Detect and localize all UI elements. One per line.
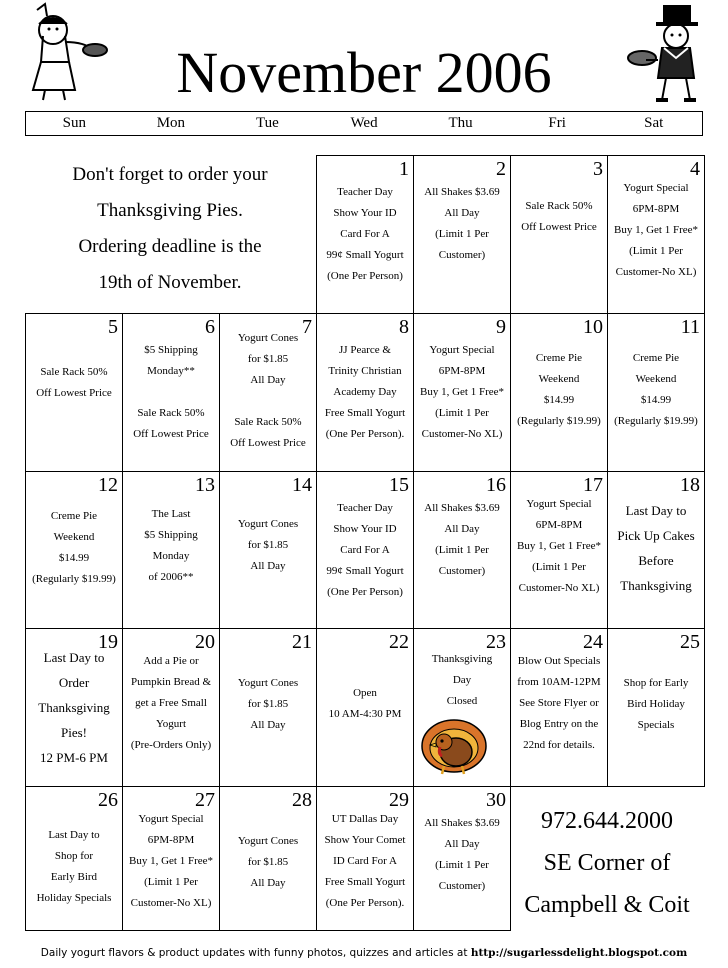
- event-line: (Limit 1 Per: [144, 876, 198, 888]
- event-line: Weekend: [538, 373, 580, 385]
- event-line: 22nd for details.: [523, 739, 595, 751]
- event-line: of 2006**: [148, 571, 194, 583]
- day-cell: [413, 155, 511, 314]
- day-number: 7: [302, 316, 312, 338]
- event-line: Buy 1, Get 1 Free*: [516, 540, 601, 552]
- event-line: Yogurt Special: [429, 344, 495, 356]
- notice-line: 19th of November.: [98, 272, 242, 293]
- notice-line: Don't forget to order your: [72, 164, 268, 185]
- day-cell: [25, 313, 123, 472]
- day-number: 20: [195, 631, 215, 653]
- event-line: Sale Rack 50%: [137, 407, 205, 419]
- day-cell: [122, 786, 220, 931]
- event-line: All Day: [444, 523, 480, 535]
- day-number: 1: [399, 158, 409, 180]
- event-line: ID Card For A: [333, 855, 397, 867]
- event-line: Buy 1, Get 1 Free*: [419, 386, 504, 398]
- event-line: The Last: [151, 508, 191, 520]
- event-line: [220, 391, 316, 412]
- day-number: 29: [389, 789, 409, 811]
- event-line: Yogurt Special: [623, 182, 689, 194]
- day-events: [123, 651, 219, 756]
- footer-text: Daily yogurt flavors & product updates with funny photos, quizzes and articles at: [40, 947, 471, 959]
- day-events: [414, 340, 510, 445]
- event-line: Holiday Specials: [36, 892, 112, 904]
- event-line: 6PM-8PM: [438, 365, 486, 377]
- event-line: See Store Flyer or: [519, 697, 599, 709]
- event-line: Order: [58, 675, 90, 690]
- day-cell: [413, 786, 511, 931]
- event-line: Add a Pie or: [143, 655, 199, 667]
- store-location-line: SE Corner of: [543, 850, 671, 876]
- event-line: Before: [638, 553, 674, 568]
- event-line: UT Dallas Day: [331, 813, 399, 825]
- event-line: Early Bird: [50, 871, 98, 883]
- event-line: (Limit 1 Per: [435, 859, 489, 871]
- pie-order-notice: [25, 157, 315, 301]
- event-line: Yogurt Cones: [237, 835, 299, 847]
- day-events: [220, 673, 316, 736]
- event-line: from 10AM-12PM: [517, 676, 601, 688]
- weekday-wed: Wed: [350, 115, 378, 131]
- day-events: [317, 809, 413, 914]
- event-line: $14.99: [543, 394, 575, 406]
- day-number: 27: [195, 789, 215, 811]
- day-cell: [219, 471, 317, 629]
- event-line: Yogurt: [155, 718, 187, 730]
- day-number: 14: [292, 474, 312, 496]
- day-number: 13: [195, 474, 215, 496]
- event-line: Customer): [438, 249, 486, 261]
- weekday-fri: Fri: [548, 115, 566, 131]
- event-line: $5 Shipping: [144, 344, 198, 356]
- day-events: [608, 178, 704, 283]
- event-line: Thanksgiving: [620, 578, 692, 593]
- weekday-sat: Sat: [644, 115, 664, 131]
- event-line: Specials: [637, 719, 675, 731]
- event-line: get a Free Small: [135, 697, 207, 709]
- day-events: [123, 809, 219, 914]
- event-line: Free Small Yogurt: [324, 407, 406, 419]
- event-line: (Limit 1 Per: [532, 561, 586, 573]
- event-line: Last Day to: [43, 650, 105, 665]
- day-events: [220, 328, 316, 454]
- day-cell: [219, 313, 317, 472]
- day-number: 15: [389, 474, 409, 496]
- day-cell: [607, 628, 705, 787]
- event-line: Weekend: [635, 373, 677, 385]
- day-number: 24: [583, 631, 603, 653]
- day-number: 18: [680, 474, 700, 496]
- day-number: 17: [583, 474, 603, 496]
- event-line: [123, 382, 219, 403]
- day-number: 25: [680, 631, 700, 653]
- event-line: Closed: [446, 695, 478, 707]
- event-line: Monday: [152, 550, 190, 562]
- footer-note: [0, 944, 728, 962]
- event-line: $14.99: [640, 394, 672, 406]
- weekday-header: [25, 111, 703, 136]
- day-number: 6: [205, 316, 215, 338]
- day-events: [317, 182, 413, 287]
- day-cell: [316, 628, 414, 787]
- event-line: Customer-No XL): [518, 582, 600, 594]
- event-line: (Limit 1 Per: [435, 228, 489, 240]
- day-cell: [607, 155, 705, 314]
- event-line: 99¢ Small Yogurt: [326, 565, 404, 577]
- day-cell: [316, 313, 414, 472]
- event-line: Buy 1, Get 1 Free*: [613, 224, 698, 236]
- event-line: Customer-No XL): [130, 897, 212, 909]
- event-line: for $1.85: [247, 856, 289, 868]
- day-number: 19: [98, 631, 118, 653]
- store-contact: [510, 800, 704, 926]
- event-line: Monday**: [147, 365, 195, 377]
- notice-line: Thanksgiving Pies.: [97, 200, 243, 221]
- event-line: All Day: [444, 838, 480, 850]
- day-cell: [510, 313, 608, 472]
- event-line: Yogurt Cones: [237, 518, 299, 530]
- day-cell: [25, 471, 123, 629]
- day-number: 12: [98, 474, 118, 496]
- event-line: Off Lowest Price: [133, 428, 209, 440]
- event-line: Sale Rack 50%: [40, 366, 108, 378]
- page-title: November 2006: [176, 40, 552, 105]
- day-events: [511, 196, 607, 238]
- event-line: 12 PM-6 PM: [40, 750, 108, 765]
- day-cell: [316, 786, 414, 931]
- day-events: [608, 673, 704, 736]
- day-cell: [219, 786, 317, 931]
- event-line: Customer-No XL): [421, 428, 503, 440]
- event-line: Last Day to: [625, 503, 687, 518]
- weekday-sun: Sun: [62, 115, 86, 131]
- day-events: [123, 504, 219, 588]
- day-number: 16: [486, 474, 506, 496]
- event-line: Shop for Early: [623, 677, 689, 689]
- event-line: Weekend: [53, 531, 95, 543]
- day-number: 11: [680, 316, 700, 338]
- day-cell: [510, 628, 608, 787]
- day-number: 5: [108, 316, 118, 338]
- day-number: 9: [496, 316, 506, 338]
- day-cell: [122, 471, 220, 629]
- event-line: Yogurt Cones: [237, 332, 299, 344]
- day-number: 3: [593, 158, 603, 180]
- event-line: Card For A: [340, 228, 390, 240]
- event-line: Sale Rack 50%: [234, 416, 302, 428]
- day-events: [317, 498, 413, 603]
- event-line: 6PM-8PM: [535, 519, 583, 531]
- event-line: 99¢ Small Yogurt: [326, 249, 404, 261]
- day-events: [26, 506, 122, 590]
- day-cell: [510, 471, 608, 629]
- event-line: Teacher Day: [337, 186, 393, 198]
- event-line: (Pre-Orders Only): [130, 739, 212, 751]
- event-line: (Limit 1 Per: [629, 245, 683, 257]
- day-events: [511, 348, 607, 432]
- day-cell: [413, 471, 511, 629]
- store-location-line: Campbell & Coit: [524, 892, 690, 918]
- turkey-clipart-icon: [414, 712, 494, 778]
- event-line: Customer-No XL): [615, 266, 697, 278]
- day-number: 8: [399, 316, 409, 338]
- event-line: Show Your ID: [333, 207, 397, 219]
- day-cell: [316, 471, 414, 629]
- weekday-tue: Tue: [256, 115, 279, 131]
- event-line: Blow Out Specials: [517, 655, 601, 667]
- event-line: $14.99: [58, 552, 90, 564]
- event-line: Card For A: [340, 544, 390, 556]
- day-events: [317, 340, 413, 445]
- day-number: 4: [690, 158, 700, 180]
- event-line: (One Per Person): [327, 270, 403, 282]
- event-line: Customer): [438, 880, 486, 892]
- event-line: Show Your ID: [333, 523, 397, 535]
- day-cell: [510, 155, 608, 314]
- event-line: All Shakes $3.69: [424, 817, 500, 829]
- day-cell: [122, 313, 220, 472]
- day-number: 26: [98, 789, 118, 811]
- notice-line: Ordering deadline is the: [78, 236, 262, 257]
- event-line: All Day: [444, 207, 480, 219]
- event-line: Shop for: [54, 850, 94, 862]
- event-line: (One Per Person): [327, 586, 403, 598]
- day-number: 2: [496, 158, 506, 180]
- event-line: Creme Pie: [50, 510, 98, 522]
- blog-link[interactable]: http://sugarlessdelight.blogspot.com: [470, 947, 688, 959]
- event-line: Yogurt Cones: [237, 677, 299, 689]
- day-number: 10: [583, 316, 603, 338]
- event-line: (One Per Person).: [325, 428, 405, 440]
- event-line: Customer): [438, 565, 486, 577]
- event-line: All Day: [250, 719, 286, 731]
- event-line: 10 AM-4:30 PM: [328, 708, 402, 720]
- day-cell: [25, 786, 123, 931]
- day-events: [317, 683, 413, 725]
- event-line: Academy Day: [333, 386, 397, 398]
- event-line: for $1.85: [247, 539, 289, 551]
- day-events: [123, 340, 219, 445]
- day-cell: [25, 628, 123, 787]
- event-line: Open: [353, 687, 377, 699]
- event-line: Free Small Yogurt: [324, 876, 406, 888]
- day-number: 30: [486, 789, 506, 811]
- day-cell: [413, 313, 511, 472]
- event-line: Pumpkin Bread &: [130, 676, 212, 688]
- event-line: (Regularly $19.99): [517, 415, 601, 427]
- event-line: Blog Entry on the: [519, 718, 599, 730]
- event-line: Pick Up Cakes: [617, 528, 695, 543]
- weekday-thu: Thu: [448, 115, 473, 131]
- day-number: 23: [486, 631, 506, 653]
- event-line: All Shakes $3.69: [424, 502, 500, 514]
- event-line: All Day: [250, 374, 286, 386]
- event-line: for $1.85: [247, 353, 289, 365]
- event-line: Day: [452, 674, 472, 686]
- event-line: Buy 1, Get 1 Free*: [128, 855, 213, 867]
- day-events: [608, 348, 704, 432]
- event-line: Last Day to: [48, 829, 100, 841]
- day-cell: [122, 628, 220, 787]
- event-line: All Shakes $3.69: [424, 186, 500, 198]
- event-line: (Regularly $19.99): [614, 415, 698, 427]
- event-line: Off Lowest Price: [36, 387, 112, 399]
- event-line: Sale Rack 50%: [525, 200, 593, 212]
- day-number: 21: [292, 631, 312, 653]
- event-line: (Limit 1 Per: [435, 407, 489, 419]
- day-number: 28: [292, 789, 312, 811]
- event-line: JJ Pearce &: [339, 344, 391, 356]
- day-events: [414, 813, 510, 897]
- event-line: Yogurt Special: [526, 498, 592, 510]
- event-line: Creme Pie: [535, 352, 583, 364]
- day-events: [414, 182, 510, 266]
- day-events: [26, 645, 122, 770]
- event-line: (Limit 1 Per: [435, 544, 489, 556]
- day-events: [220, 514, 316, 577]
- event-line: Thanksgiving: [431, 653, 493, 665]
- event-line: Yogurt Special: [138, 813, 204, 825]
- day-events: [220, 831, 316, 894]
- day-events: [26, 825, 122, 909]
- event-line: All Day: [250, 877, 286, 889]
- event-line: 6PM-8PM: [147, 834, 195, 846]
- day-cell: [316, 155, 414, 314]
- day-number: 22: [389, 631, 409, 653]
- day-events: [511, 494, 607, 599]
- day-events: [608, 498, 704, 598]
- event-line: Off Lowest Price: [521, 221, 597, 233]
- day-events: [414, 498, 510, 582]
- event-line: (One Per Person).: [325, 897, 405, 909]
- event-line: Off Lowest Price: [230, 437, 306, 449]
- event-line: Thanksgiving: [38, 700, 110, 715]
- event-line: for $1.85: [247, 698, 289, 710]
- day-cell: [607, 313, 705, 472]
- event-line: All Day: [250, 560, 286, 572]
- event-line: Bird Holiday: [627, 698, 685, 710]
- day-events: [414, 649, 510, 712]
- event-line: 6PM-8PM: [632, 203, 680, 215]
- event-line: Creme Pie: [632, 352, 680, 364]
- event-line: (Regularly $19.99): [32, 573, 116, 585]
- day-events: [511, 651, 607, 756]
- event-line: Trinity Christian: [328, 365, 402, 377]
- event-line: Show Your Comet: [324, 834, 406, 846]
- weekday-mon: Mon: [156, 115, 186, 131]
- day-cell: [607, 471, 705, 629]
- event-line: $5 Shipping: [144, 529, 198, 541]
- day-events: [26, 362, 122, 404]
- event-line: Pies!: [61, 725, 87, 740]
- day-cell: [219, 628, 317, 787]
- store-phone: 972.644.2000: [541, 808, 673, 834]
- event-line: Teacher Day: [337, 502, 393, 514]
